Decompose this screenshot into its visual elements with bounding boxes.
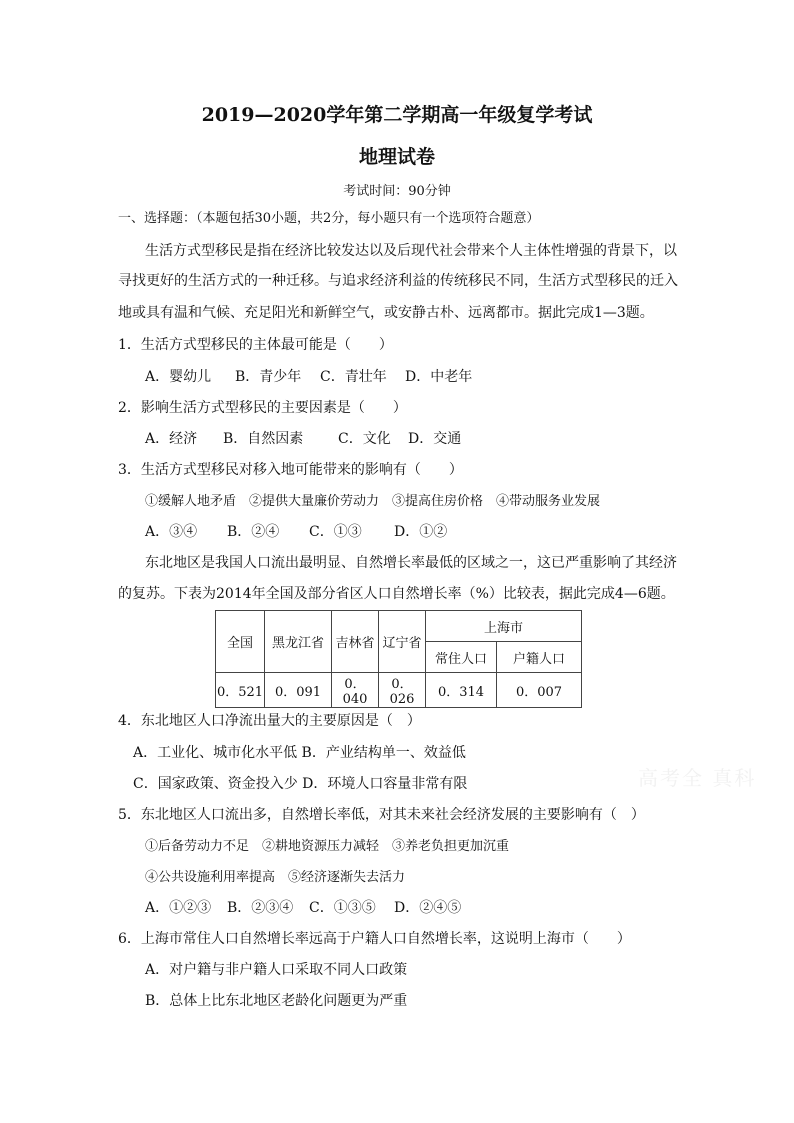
question-4-options-line: A．工业化、城市化水平低 B．产业结构单一、效益低: [133, 745, 466, 761]
passage2-line: 东北地区是我国人口流出最明显、自然增长率最低的区域之一，这已严重影响了其经济: [145, 555, 677, 571]
option-b: B．②④: [227, 524, 280, 540]
question-3-items: ①缓解人地矛盾 ②提供大量廉价劳动力 ③提高住房价格 ④带动服务业发展: [145, 494, 601, 509]
option-d: D．交通: [408, 431, 462, 447]
exam-title: 2019—2020学年第二学期高一年级复学考试: [201, 104, 593, 126]
option-a: A．①②③: [145, 900, 212, 916]
table-header: 全国: [216, 611, 265, 673]
table-cell: 0．314: [426, 673, 497, 708]
option-c: C．①③: [309, 524, 362, 540]
exam-duration: 考试时间：90分钟: [343, 184, 451, 199]
passage2-line: 的复苏。下表为2014年全国及部分省区人口自然增长率（%）比较表，据此完成4—6题。: [118, 586, 675, 602]
option-c: C．①③⑤: [309, 900, 376, 916]
question-5-items: ①后备劳动力不足 ②耕地资源压力减轻 ③养老负担更加沉重: [145, 839, 510, 854]
table-cell: 0．007: [497, 673, 582, 708]
table-cell: 0．026: [379, 673, 426, 708]
table-subheader: 常住人口: [426, 642, 497, 673]
table-subheader: 户籍人口: [497, 642, 582, 673]
question-6-stem: 6．上海市常住人口自然增长率远高于户籍人口自然增长率，这说明上海市（ ）: [118, 931, 631, 947]
table-cell: 0．521: [216, 673, 265, 708]
question-1-stem: 1．生活方式型移民的主体最可能是（ ）: [118, 337, 393, 353]
question-2-options: [145, 428, 461, 448]
question-6-option-a: A．对户籍与非户籍人口采取不同人口政策: [145, 962, 408, 978]
question-2-stem: 2．影响生活方式型移民的主要因素是（ ）: [118, 400, 407, 416]
option-a: A．婴幼儿: [145, 369, 212, 385]
table-header: 上海市: [426, 611, 582, 642]
table-cell: 0．091: [265, 673, 332, 708]
option-c: C．文化: [338, 431, 391, 447]
table-header: 吉林省: [332, 611, 379, 673]
option-b: B．②③④: [227, 900, 294, 916]
question-5-options: [145, 897, 461, 917]
section-heading: 一、选择题：（本题包括30小题，共2分，每小题只有一个选项符合题意）: [118, 211, 540, 226]
passage1-line: 寻找更好的生活方式的一种迁移。与追求经济利益的传统移民不同，生活方式型移民的迁入: [118, 273, 678, 289]
option-d: D．中老年: [405, 369, 473, 385]
question-3-options: [145, 521, 447, 541]
question-4-stem: 4．东北地区人口净流出量大的主要原因是（ ）: [118, 713, 421, 729]
option-b: B．青少年: [235, 369, 302, 385]
question-4-options-line: C．国家政策、资金投入少 D．环境人口容量非常有限: [133, 776, 468, 792]
option-d: D．①②: [394, 524, 448, 540]
watermark: 高考全 真科: [638, 766, 757, 790]
table-header: 黑龙江省: [265, 611, 332, 673]
option-d: D．②④⑤: [394, 900, 462, 916]
table-header: 辽宁省: [379, 611, 426, 673]
option-a: A．③④: [145, 524, 198, 540]
passage1-line: 地或具有温和气候、充足阳光和新鲜空气，或安静古朴、远离都市。据此完成1—3题。: [118, 305, 654, 321]
subject-title: 地理试卷: [358, 146, 435, 168]
question-5-stem: 5．东北地区人口流出多，自然增长率低，对其未来社会经济发展的主要影响有（ ）: [118, 807, 645, 823]
question-1-options: [145, 366, 472, 386]
question-6-option-b: B．总体上比东北地区老龄化问题更为严重: [145, 993, 408, 1009]
option-c: C．青壮年: [320, 369, 387, 385]
table-cell: 0．040: [332, 673, 379, 708]
question-5-items: ④公共设施利用率提高 ⑤经济逐渐失去活力: [145, 870, 406, 885]
option-a: A．经济: [145, 431, 198, 447]
population-growth-table: [215, 610, 582, 708]
passage1-line: 生活方式型移民是指在经济比较发达以及后现代社会带来个人主体性增强的背景下，以: [145, 243, 677, 259]
question-3-stem: 3．生活方式型移民对移入地可能带来的影响有（ ）: [118, 462, 463, 478]
option-b: B．自然因素: [223, 431, 304, 447]
